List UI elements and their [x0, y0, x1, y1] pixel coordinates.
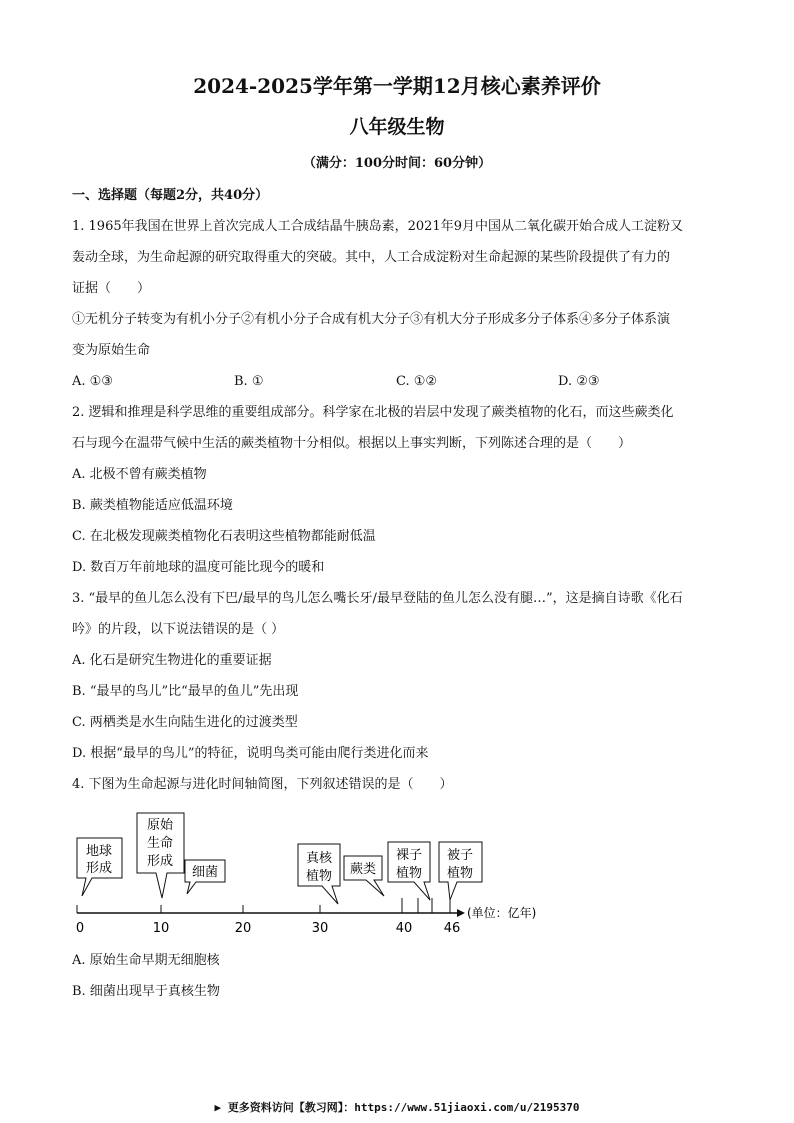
- callout-text: 蕨类: [349, 862, 377, 877]
- tick-label: 40: [395, 921, 413, 936]
- footer-link[interactable]: ▶ 更多资料访问【教习网】：https://www.51jiaoxi.com/u/2195370: [214, 1101, 580, 1114]
- q2-option-a: A. 北极不曾有蕨类植物: [72, 467, 207, 482]
- callout-text: 地球: [85, 844, 113, 859]
- q1-line: 轰动全球，为生命起源的研究取得重大的突破。其中，人工合成淀粉对生命起源的某些阶段提供了有力的: [72, 250, 671, 265]
- tick-label: 46: [443, 921, 461, 936]
- q4-option-b: B. 细菌出现早于真核生物: [72, 984, 220, 999]
- timeline-diagram: [72, 808, 572, 938]
- callout-text: 形成: [85, 861, 113, 876]
- q2-line: 石与现今在温带气候中生活的蕨类植物十分相似。根据以上事实判断，下列陈述合理的是（ ）: [72, 436, 632, 451]
- tick-label: 0: [75, 921, 85, 936]
- q3-option-d: D. 根据“最早的鸟儿”的特征，说明鸟类可能由爬行类进化而来: [72, 746, 429, 761]
- section-heading: 一、选择题（每题2分，共40分）: [72, 188, 269, 203]
- axis-arrow-icon: [457, 909, 465, 917]
- q4-option-a: A. 原始生命早期无细胞核: [72, 953, 220, 968]
- tick-label: 30: [311, 921, 329, 936]
- callout-text: 植物: [446, 866, 474, 881]
- q2-option-d: D. 数百万年前地球的温度可能比现今的暖和: [72, 560, 325, 575]
- q1-line: 1. 1965年我国在世界上首次完成人工合成结晶牛胰岛素，2021年9月中国从二氧化碳开始合成人工淀粉又: [72, 219, 683, 234]
- callout-text: 植物: [305, 869, 333, 884]
- callout-text: 原始: [146, 818, 174, 833]
- callout-text: 被子: [446, 848, 474, 863]
- callout-text: 生命: [146, 836, 174, 851]
- q1-option-c: C. ①②: [396, 374, 438, 389]
- callout-text: 真核: [305, 851, 333, 866]
- exam-title: 2024-2025学年第一学期12月核心素养评价: [193, 74, 601, 98]
- timeline-unit: (单位：亿年): [467, 906, 537, 920]
- tick-label: 10: [152, 921, 170, 936]
- callout-text: 形成: [146, 854, 174, 869]
- exam-subtitle: 八年级生物: [349, 116, 445, 138]
- q3-option-b: B. “最早的鸟儿”比“最早的鱼儿”先出现: [72, 684, 299, 699]
- q1-line: ①无机分子转变为有机小分子②有机小分子合成有机大分子③有机大分子形成多分子体系④多分子体系演: [72, 312, 671, 327]
- q3-option-a: A. 化石是研究生物进化的重要证据: [72, 653, 272, 668]
- score-info: （满分：100分时间：60分钟）: [302, 156, 492, 171]
- q1-option-d: D. ②③: [558, 374, 600, 389]
- q2-line: 2. 逻辑和推理是科学思维的重要组成部分。科学家在北极的岩层中发现了蕨类植物的化石，而这些蕨类化: [72, 405, 674, 420]
- q1-option-b: B. ①: [234, 374, 264, 389]
- q2-option-b: B. 蕨类植物能适应低温环境: [72, 498, 233, 513]
- callout-text: 植物: [395, 866, 423, 881]
- question-content: [72, 180, 732, 800]
- q4-options: [72, 945, 732, 1007]
- q3-line: 3. “最早的鱼儿怎么没有下巴/最早的鸟儿怎么嘴长牙/最早登陆的鱼儿怎么没有腿…”，这是摘自诗歌《化石: [72, 591, 683, 606]
- tick-label: 20: [234, 921, 252, 936]
- q3-option-c: C. 两栖类是水生向陆生进化的过渡类型: [72, 715, 298, 730]
- q3-line: 吟》的片段，以下说法错误的是（ ）: [72, 622, 285, 637]
- q1-option-a: A. ①③: [72, 374, 113, 389]
- callout-text: 细菌: [191, 865, 219, 880]
- callout-text: 裸子: [395, 848, 423, 863]
- q1-options: [72, 366, 732, 397]
- q2-option-c: C. 在北极发现蕨类植物化石表明这些植物都能耐低温: [72, 529, 376, 544]
- q4-stem: 4. 下图为生命起源与进化时间轴简图，下列叙述错误的是（ ）: [72, 777, 453, 792]
- q1-line: 证据（ ）: [72, 281, 151, 296]
- q1-line: 变为原始生命: [72, 343, 151, 358]
